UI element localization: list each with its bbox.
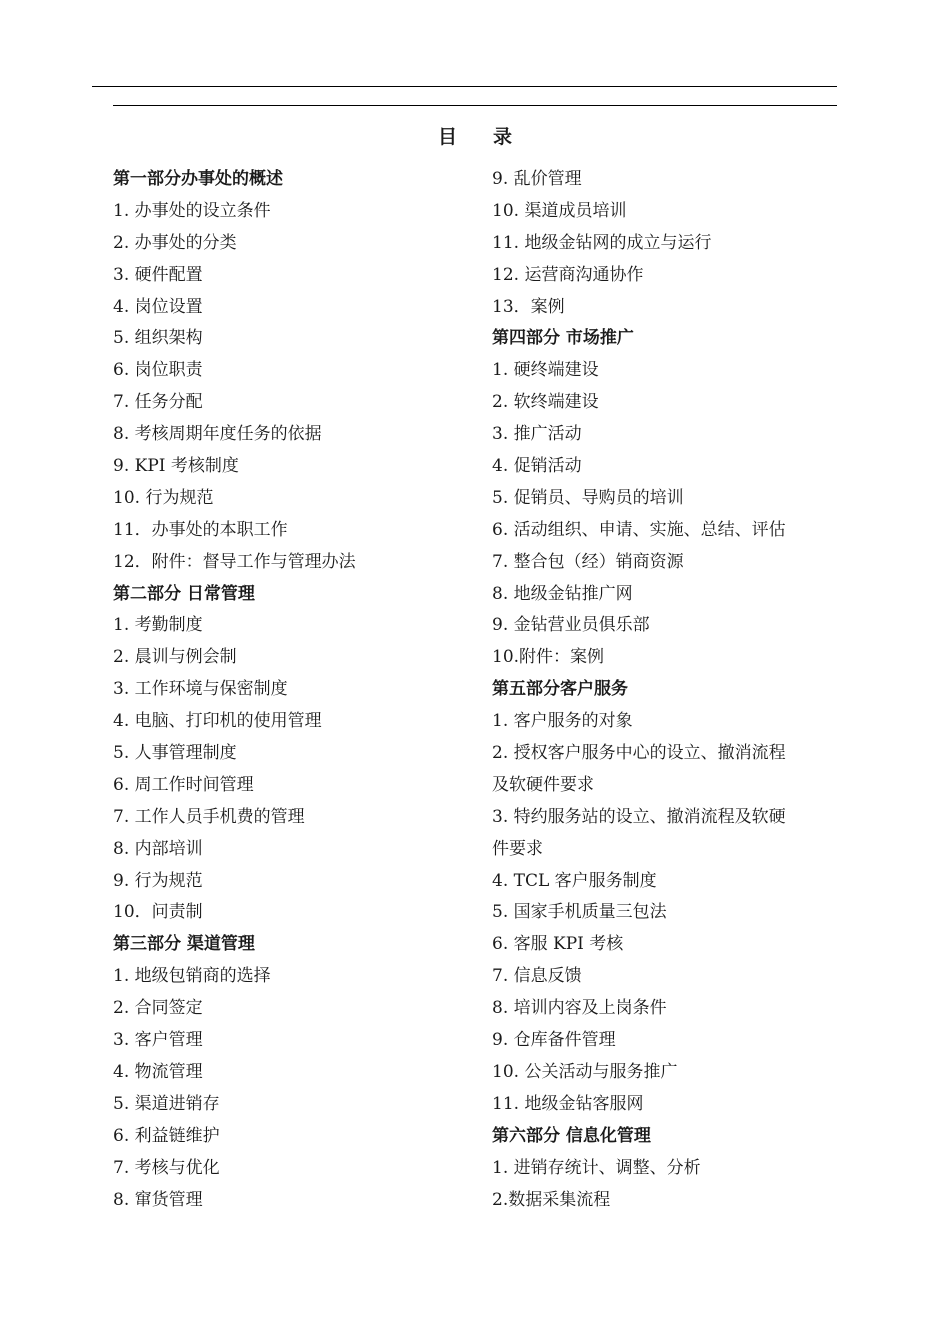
toc-entry: 3. 硬件配置: [113, 264, 203, 285]
toc-entry: 11. 地级金钻网的成立与运行: [492, 232, 712, 253]
toc-entry: 4. 物流管理: [113, 1061, 203, 1082]
toc-entry: 6. 活动组织、申请、实施、总结、评估: [492, 519, 786, 540]
toc-entry: 5. 人事管理制度: [113, 743, 237, 764]
toc-entry: 7. 工作人员手机费的管理: [113, 806, 305, 827]
toc-entry: 8. 培训内容及上岗条件: [492, 998, 667, 1019]
toc-entry: 1. 客户服务的对象: [492, 711, 633, 732]
toc-entry: 1. 考勤制度: [113, 615, 203, 636]
toc-entry: 10. 公关活动与服务推广: [492, 1061, 678, 1082]
toc-entry: 6. 利益链维护: [113, 1125, 220, 1146]
toc-entry: 9. 乱价管理: [492, 169, 582, 189]
toc-section-heading: 第二部分 日常管理: [113, 583, 255, 604]
toc-entry: 4. 电脑、打印机的使用管理: [113, 711, 322, 732]
toc-entry: 9. 仓库备件管理: [492, 1030, 616, 1051]
toc-entry: 4. 岗位设置: [113, 296, 203, 317]
toc-section-heading: 第六部分 信息化管理: [492, 1125, 651, 1146]
toc-entry: 2. 合同签定: [113, 998, 203, 1019]
toc-entry: 3. 推广活动: [492, 424, 582, 445]
toc-entry: 3. 工作环境与保密制度: [113, 679, 288, 700]
toc-entry: 1. 进销存统计、调整、分析: [492, 1157, 701, 1178]
header-rule-bottom: [113, 105, 837, 106]
toc-entry: 6. 周工作时间管理: [113, 774, 254, 795]
toc-entry: 5. 国家手机质量三包法: [492, 902, 667, 923]
toc-section-heading: 第四部分 市场推广: [492, 328, 634, 349]
toc-entry: 6. 岗位职责: [113, 360, 203, 381]
toc-entry: 2. 授权客户服务中心的设立、撤消流程: [492, 743, 786, 764]
toc-entry: 12. 运营商沟通协作: [492, 264, 644, 285]
page-title: [113, 124, 837, 150]
toc-entry: 8. 内部培训: [113, 838, 203, 859]
toc-entry: 11. 地级金钻客服网: [492, 1093, 644, 1114]
toc-entry: 4. TCL 客户服务制度: [492, 870, 657, 891]
toc-section-heading: 第三部分 渠道管理: [113, 934, 255, 955]
toc-entry: 1. 办事处的设立条件: [113, 200, 271, 221]
toc-entry: 4. 促销活动: [492, 456, 582, 477]
toc-entry: 8. 窜货管理: [113, 1189, 203, 1210]
toc-left-column: [113, 164, 483, 1216]
toc-entry: 8. 地级金钻推广网: [492, 583, 633, 604]
toc-section-heading: 第一部分办事处的概述: [113, 169, 283, 189]
toc-entry: 2. 软终端建设: [492, 392, 599, 413]
toc-entry: 8. 考核周期年度任务的依据: [113, 424, 322, 445]
toc-entry: 6. 客服 KPI 考核: [492, 934, 624, 955]
toc-entry: 2.数据采集流程: [492, 1189, 611, 1210]
header-rule-top: [92, 86, 837, 87]
toc-entry: 及软硬件要求: [492, 774, 594, 795]
toc-entry: 7. 任务分配: [113, 392, 203, 413]
title-char-left: 目: [437, 126, 457, 148]
toc-entry: 1. 地级包销商的选择: [113, 966, 271, 987]
toc-entry: 10. 渠道成员培训: [492, 200, 627, 221]
title-char-right: 录: [493, 126, 513, 148]
toc-entry: 件要求: [492, 838, 543, 859]
toc-entry: 10．问责制: [113, 902, 203, 923]
toc-entry: 11．办事处的本职工作: [113, 519, 288, 540]
toc-entry: 5. 组织架构: [113, 328, 203, 349]
toc-entry: 7. 考核与优化: [113, 1157, 220, 1178]
toc-entry: 5. 促销员、导购员的培训: [492, 487, 684, 508]
toc-entry: 9. 金钻营业员俱乐部: [492, 615, 650, 636]
toc-entry: 7. 整合包（经）销商资源: [492, 551, 684, 572]
toc-entry: 3. 客户管理: [113, 1030, 203, 1051]
toc-entry: 12．附件：督导工作与管理办法: [113, 551, 356, 572]
toc-entry: 10.附件：案例: [492, 647, 605, 668]
toc-entry: 13．案例: [492, 296, 565, 317]
toc-entry: 10. 行为规范: [113, 487, 214, 508]
toc-entry: 7. 信息反馈: [492, 966, 582, 987]
toc-entry: 5. 渠道进销存: [113, 1093, 220, 1114]
toc-entry: 9. KPI 考核制度: [113, 456, 239, 477]
toc-right-column: [492, 164, 842, 1216]
toc-entry: 2. 晨训与例会制: [113, 647, 237, 668]
toc-section-heading: 第五部分客户服务: [492, 679, 628, 700]
toc-entry: 9. 行为规范: [113, 870, 203, 891]
toc-entry: 1. 硬终端建设: [492, 360, 599, 381]
toc-entry: 3. 特约服务站的设立、撤消流程及软硬: [492, 806, 786, 827]
toc-entry: 2. 办事处的分类: [113, 232, 237, 253]
